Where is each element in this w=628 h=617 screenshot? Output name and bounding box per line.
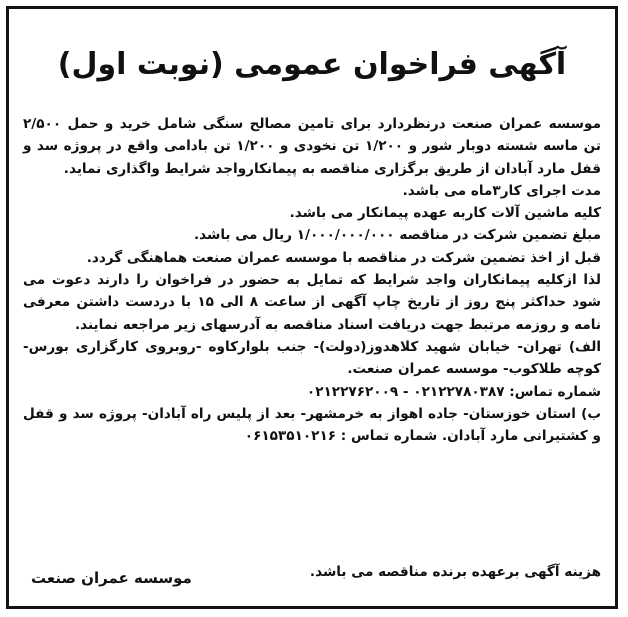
notice-frame bbox=[6, 6, 618, 609]
paragraph-phone-tehran: شماره تماس: ۰۲۱۲۲۷۸۰۳۸۷ - ۰۲۱۲۲۷۶۲۰۰۹ bbox=[306, 383, 601, 400]
signature: موسسه عمران صنعت bbox=[31, 569, 192, 587]
notice-title: آگهی فراخوان عمومی (نوبت اول) bbox=[57, 47, 567, 82]
paragraph-guarantee-coordination: قبل از اخذ تضمین شرکت در مناقصه با موسسه عمران صنعت هماهنگی گردد. bbox=[86, 249, 601, 266]
paragraph-address-tehran: الف) تهران- خیابان شهید کلاهدوز(دولت)- جنب بلوارکاوه -روبروی کارگزاری بورس- کوچه طلاکوب- موسسه عمران صنعت. bbox=[23, 338, 601, 378]
paragraph-machinery: کلیه ماشین آلات کاربه عهده پیمانکار می باشد. bbox=[289, 205, 601, 222]
paragraph-guarantee-amount: مبلغ تضمین شرکت در مناقصه ۱/۰۰۰/۰۰۰/۰۰۰ ریال می باشد. bbox=[193, 227, 601, 244]
paragraph-address-khuzestan: ب) استان خوزستان- جاده اهواز به خرمشهر- بعد از پلیس راه آبادان- پروژه سد و قفل و کشتیرانی مارد آبادان. شماره تماس : ۰۶۱۵۳۵۱۰۲۱۶ bbox=[23, 405, 601, 445]
paragraph-invitation: لذا ازکلیه پیمانکاران واجد شرایط که تمایل به حضور در فراخوان را دارند دعوت می شود حداکثر پنج روز از تاریخ چاپ آگهی از ساعت ۸ الی ۱۵ با دردست داشتن معرفی نامه و روزمه مرتبط جهت دریافت اسناد مناقصه به آدرسهای زیر مراجعه نمایند. bbox=[23, 272, 602, 333]
footer-note: هزینه آگهی برعهده برنده مناقصه می باشد. bbox=[309, 564, 601, 580]
notice-body bbox=[23, 113, 601, 447]
paragraph-duration: مدت اجرای کار۳ماه می باشد. bbox=[402, 182, 601, 199]
paragraph-intro: موسسه عمران صنعت درنظردارد برای تامین مصالح سنگی شامل خرید و حمل ۲/۵۰۰ تن ماسه شسته دوبار شور و ۱/۲۰۰ تن نخودی و ۱/۲۰۰ تن بادامی واقع در پروژه سد و قفل مارد آبادان از طریق برگزاری مناقصه به پیمانکارواجد شرایط واگذاری نماید. bbox=[23, 116, 602, 177]
